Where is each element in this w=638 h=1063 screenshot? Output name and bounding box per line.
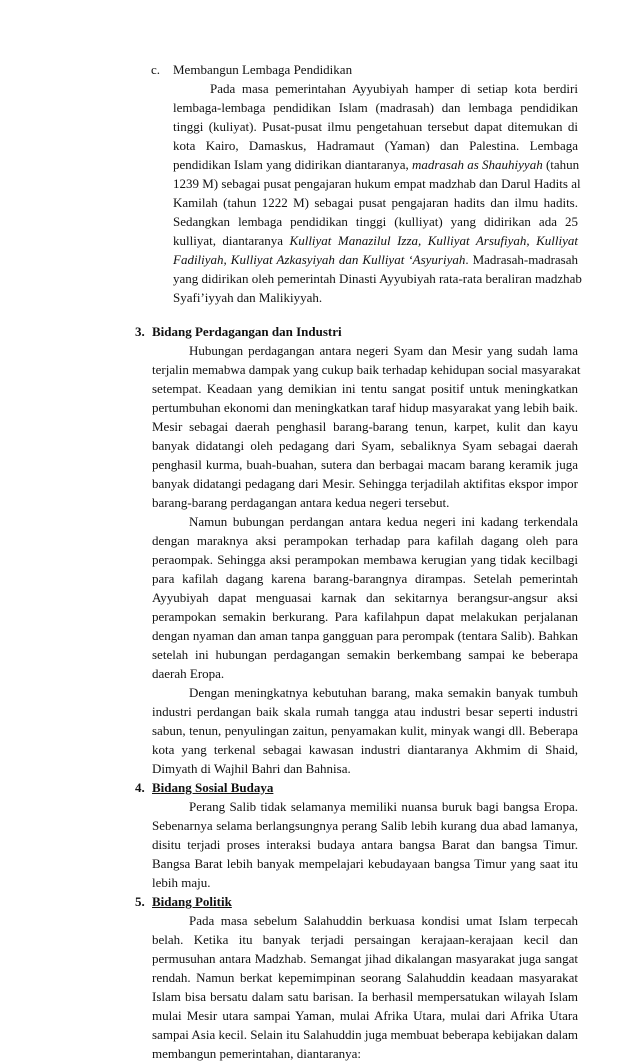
paragraph-line: para kafilah dagang karena barang-barangnya dirampas. Setelah pemerintah (152, 571, 578, 586)
paragraph-line: pendidikan Islam yang didirikan diantaranya, madrasah as Shauhiyyah (tahun (173, 157, 580, 172)
paragraph-line: pertumbuhan ekonomi dan meningkatkan taraf hidup masyarakat yang lebih baik. (152, 400, 578, 415)
paragraph-line: industri perdangan baik skala rumah tangga atau industri besar seperti industri (152, 704, 578, 719)
paragraph-line: penghasil kurma, buah-buahan, sutera dan berbagai macam barang keramik juga (152, 457, 578, 472)
paragraph-line: lebih maju. (152, 875, 211, 890)
paragraph-line: perampokan semakin berkurang. Para kafilahpun dapat melakukan perjalanan (152, 609, 578, 624)
paragraph-line: permusuhan antara Madzhab. Semangat jihad dikalangan masyarakat juga sangat (152, 951, 578, 966)
paragraph-line: barang-barang perdagangan antara kedua negeri tersebut. (152, 495, 450, 510)
paragraph-line: kota Kairo, Damaskus, Hadramaut (Yaman) dan Palestina. Lembaga (173, 138, 578, 153)
paragraph-line: dengan nyaman dan aman tanpa gangguan para perompak (tentara Salib). Bahkan (152, 628, 578, 643)
paragraph-line: Dengan meningkatnya kebutuhan barang, maka semakin banyak tumbuh (189, 685, 578, 700)
section-number: 5. (135, 894, 145, 909)
paragraph-line: Perang Salib tidak selamanya memiliki nuansa buruk bagi bangsa Eropa. (189, 799, 578, 814)
paragraph-line: Sebenarnya selama berlangsungnya perang Salib lebih kurang dua abad lamanya, (152, 818, 578, 833)
paragraph-line: belah. Ketika itu banyak terjadi persaingan kerajaan-kerajaan kecil dan (152, 932, 578, 947)
section-heading: Bidang Politik (152, 894, 232, 909)
paragraph-line: Fadiliyah, Kulliyat Azkasyiyah dan Kulliyat ‘Asyuriyah. Madrasah-madrasah (173, 252, 579, 267)
paragraph-line: dengan maraknya aksi perampokan terhadap para kafilah dagang oleh para (152, 533, 578, 548)
paragraph-line: Namun bubungan perdangan antara kedua negeri ini kadang terkendala (189, 514, 578, 529)
paragraph-line: Bangsa Barat lebih banyak mempelajari kebudayaan bangsa Timur yang saat itu (152, 856, 578, 871)
italic-term: Fadiliyah, Kulliyat Azkasyiyah dan Kulliyat ‘Asyuriyah (173, 252, 466, 267)
paragraph-line: mulai Mesir utara sampai Yaman, mulai Afrika Utara, mulai dari Afrika Utara (152, 1008, 578, 1023)
paragraph-line: 1239 M) sebagai pusat pengajaran hukum empat madzhab dan Darul Hadits al (173, 176, 581, 191)
section-number: 3. (135, 324, 145, 339)
paragraph-line: disitu terjadi proses interaksi budaya antara bangsa Barat dan bangsa Timur. (152, 837, 578, 852)
paragraph-line: sampai Asia kecil. Selain itu Salahuddin juga membuat beberapa kebijakan dalam (152, 1027, 578, 1042)
paragraph-line: banyak didatangi pedagang dari Mesir. Sehingga terjadilah aktifitas ekspor impor (152, 476, 578, 491)
paragraph-line: Sedangkan lembaga pendidikan tinggi (kulliyat) yang didirikan ada 25 (173, 214, 578, 229)
paragraph-line: kota yang terkenal sebagai kawasan industri diantaranya Akhmim di Shaid, (152, 742, 578, 757)
paragraph-line: Syafi’iyyah dan Malikiyyah. (173, 290, 323, 305)
paragraph-line: membangun pemerintahan, diantaranya: (152, 1046, 362, 1061)
paragraph-line: setempat. Keadaan yang demikian ini tentu sangat positif untuk meningkatkan (152, 381, 578, 396)
paragraph-line: Pada masa sebelum Salahuddin berkuasa kondisi umat Islam terpecah (189, 913, 578, 928)
paragraph-line: Hubungan perdagangan antara negeri Syam dan Mesir yang sudah lama (189, 343, 578, 358)
paragraph-line: terjalin memabwa dampak yang cukup baik terhadap kehidupan social masyarakat (152, 362, 581, 377)
paragraph-line: Pada masa pemerintahan Ayyubiyah hamper di setiap kota berdiri (210, 81, 578, 96)
paragraph-line: kulliyat, diantaranya Kulliyat Manazilul Izza, Kulliyat Arsufiyah, Kulliyat (173, 233, 578, 248)
section-heading: Bidang Sosial Budaya (152, 780, 274, 795)
paragraph-line: Ayyubiyah dapat menguasai karnak dan sekitarnya berangsur-angsur aksi (152, 590, 578, 605)
paragraph-line: Kamilah (tahun 1222 M) sebagai pusat pengajaran hadits dan ilmu hadits. (173, 195, 578, 210)
paragraph-line: Islam bisa bersatu dalam satu barisan. Ia berhasil mempersatukan wilayah Islam (152, 989, 578, 1004)
paragraph-line: tinggi (kuliyat). Pusat-pusat ilmu pengetahuan tersebut dapat ditemukan di (173, 119, 578, 134)
paragraph-line: lembaga-lembaga pendidikan Islam (madrasah) dan lembaga pendidikan (173, 100, 578, 115)
paragraph-line: sabun, tenun, penyulingan zaitun, penyamakan kulit, minyak wangi dll. Beberapa (152, 723, 578, 738)
italic-term: Kulliyat Manazilul Izza, Kulliyat Arsufiyah, Kulliyat (289, 233, 578, 248)
paragraph-line: setelah ini hubungan perdagangan semakin berkembang sampai ke beberapa (152, 647, 578, 662)
section-number: 4. (135, 780, 145, 795)
section-heading: Membangun Lembaga Pendidikan (173, 62, 353, 77)
paragraph-line: yang didirikan oleh pemerintah Dinasti Ayyubiyah rata-rata beraliran madzhab (173, 271, 582, 286)
italic-term: madrasah as Shauhiyyah (411, 157, 543, 172)
paragraph-line: Dimyath di Wajhil Bahri dan Bahnisa. (152, 761, 351, 776)
paragraph-line: peraompak. Sehingga aksi perampokan membawa kerugian yang tidak kecilbagi (152, 552, 578, 567)
paragraph-line: Mesir sebagai daerah penghasil barang-barang tenun, karpet, kulit dan kayu (152, 419, 578, 434)
paragraph-line: daerah Eropa. (152, 666, 225, 681)
paragraph-line: banyak didatangi oleh pedagang dari Syam, sebaliknya Syam sebagai daerah (152, 438, 578, 453)
section-marker: c. (151, 62, 161, 77)
paragraph-line: rendah. Namun berkat kepemimpinan seorang Salahuddin keadaan masyarakat (152, 970, 578, 985)
section-heading: Bidang Perdagangan dan Industri (152, 324, 342, 339)
